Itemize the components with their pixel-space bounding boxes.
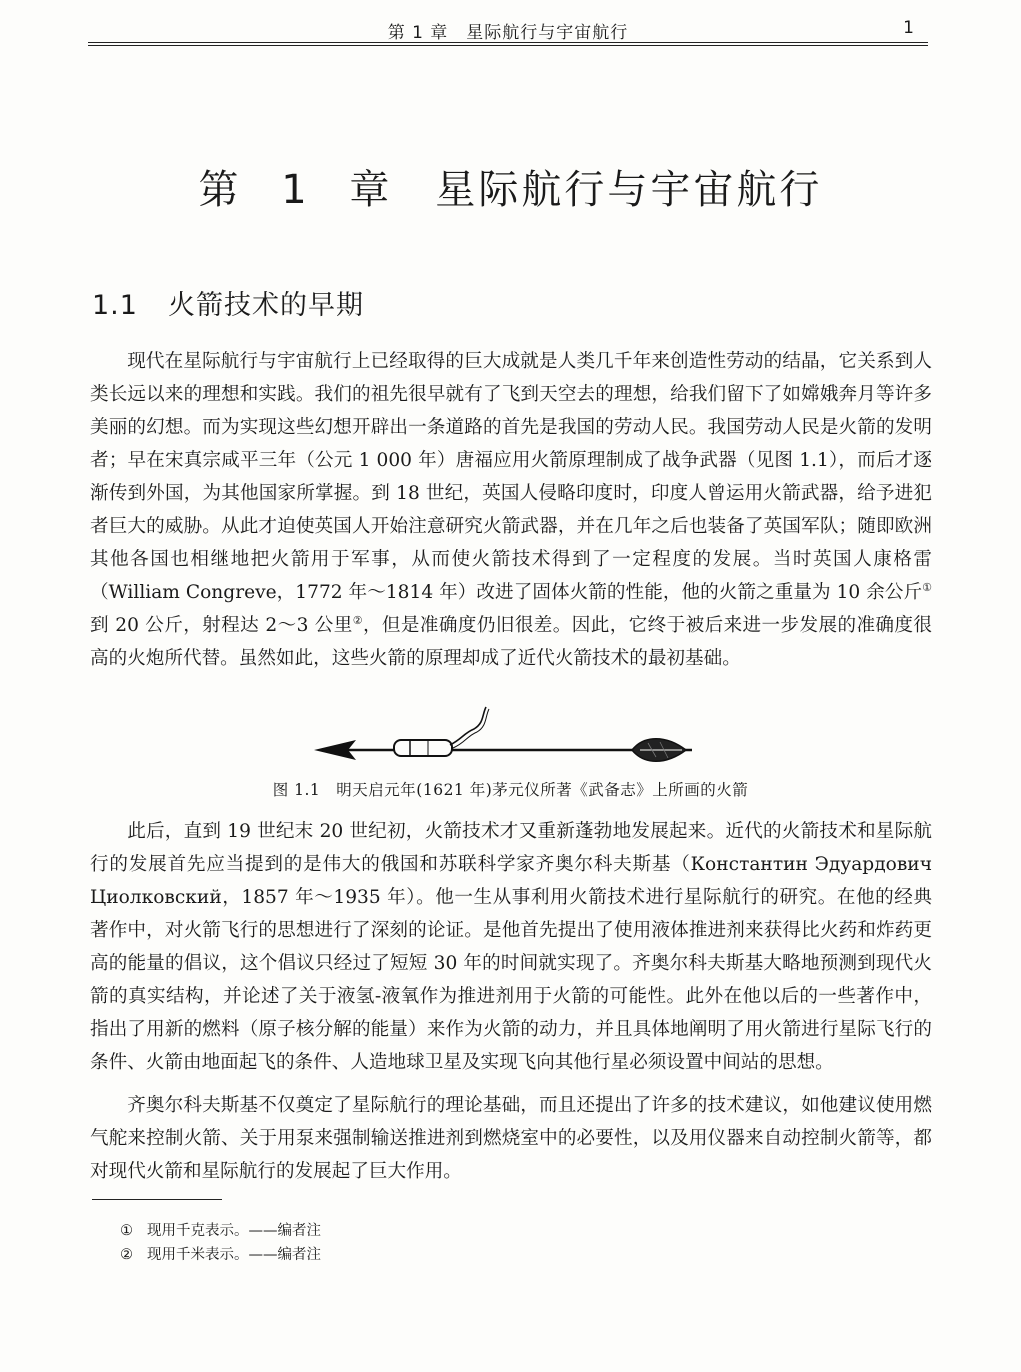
footnote-ref-1: ①	[922, 580, 932, 594]
footnote-text: 现用千米表示。——编者注	[147, 1247, 321, 1263]
paragraph-1-part-3: ，但是准确度仍旧很差。因此，它终于被后来进一步发展的准确度很高的火炮所代替。虽然如此，这些火箭的原理却成了近代火箭技术的最初基础。	[90, 615, 932, 669]
footnote-divider	[92, 1199, 222, 1200]
paragraph-1-part-1: 现代在星际航行与宇宙航行上已经取得的巨大成就是人类几千年来创造性劳动的结晶，它关系到人类长远以来的理想和实践。我们的祖先很早就有了飞到天空去的理想，给我们留下了如嫦娥奔月等许多美丽的幻想。而为实现这些幻想开辟出一条道路的首先是我国的劳动人民。我国劳动人民是火箭的发明者；早在宋真宗咸平三年（公元 1 000 年）唐福应用火箭原理制成了战争武器（见图 1.1），而后才逐渐传到外国，为其他国家所掌握。到 18 世纪，英国人侵略印度时，印度人曾运用火箭武器，给予进犯者巨大的威胁。从此才迫使英国人开始注意研究火箭武器，并在几年之后也装备了英国军队；随即欧洲其他各国也相继地把火箭用于军事，从而使火箭技术得到了一定程度的发展。当时英国人康格雷（William Congreve，1772 年～1814 年）改进了固体火箭的性能，他的火箭之重量为 10 余公斤	[90, 351, 932, 603]
chapter-title: 第 1 章 星际航行与宇宙航行	[198, 167, 823, 213]
section-number: 1.1	[92, 290, 138, 321]
running-header-title: 第 1 章 星际航行与宇宙航行	[387, 23, 629, 43]
footnote-ref-2: ②	[352, 613, 363, 627]
figure-caption: 图 1.1 明天启元年(1621 年)茅元仪所著《武备志》上所画的火箭	[272, 781, 749, 799]
rocket-arrow-figure	[314, 703, 709, 768]
footnote	[120, 1219, 321, 1240]
footnote-mark: ②	[120, 1247, 133, 1263]
page-number: 1	[903, 18, 914, 38]
paragraph-1	[90, 345, 932, 675]
paragraph-1-part-2: 到 20 公斤，射程达 2～3 公里	[90, 615, 353, 636]
footnote	[120, 1243, 321, 1264]
paragraph-2: 此后，直到 19 世纪末 20 世纪初，火箭技术才又重新蓬勃地发展起来。近代的火箭技术和星际航行的发展首先应当提到的是伟大的俄国和苏联科学家齐奥尔科夫斯基（Константин Эдуардович Циолковский，1857 年～1935 年）。他一生从事利用火箭技术进行星际航行的研究。在他的经典著作中，对火箭飞行的思想进行了深刻的论证。是他首先提出了使用液体推进剂来获得比火药和炸药更高的能量的倡议，这个倡议只经过了短短 30 年的时间就实现了。齐奥尔科夫斯基大略地预测到现代火箭的真实结构，并论述了关于液氢-液氧作为推进剂用于火箭的可能性。此外在他以后的一些著作中，指出了用新的燃料（原子核分解的能量）来作为火箭的动力，并且具体地阐明了用火箭进行星际飞行的条件、火箭由地面起飞的条件、人造地球卫星及实现飞向其他行星必须设置中间站的思想。	[90, 821, 932, 1073]
section-title: 火箭技术的早期	[167, 290, 364, 321]
paragraph-3: 齐奥尔科夫斯基不仅奠定了星际航行的理论基础，而且还提出了许多的技术建议，如他建议使用燃气舵来控制火箭、关于用泵来强制输送推进剂到燃烧室中的必要性，以及用仪器来自动控制火箭等，都对现代火箭和星际航行的发展起了巨大作用。	[90, 1095, 932, 1182]
running-header	[88, 14, 928, 43]
footnote-mark: ①	[120, 1223, 133, 1239]
section-heading	[92, 283, 364, 322]
footnote-text: 现用千克表示。——编者注	[147, 1223, 321, 1239]
